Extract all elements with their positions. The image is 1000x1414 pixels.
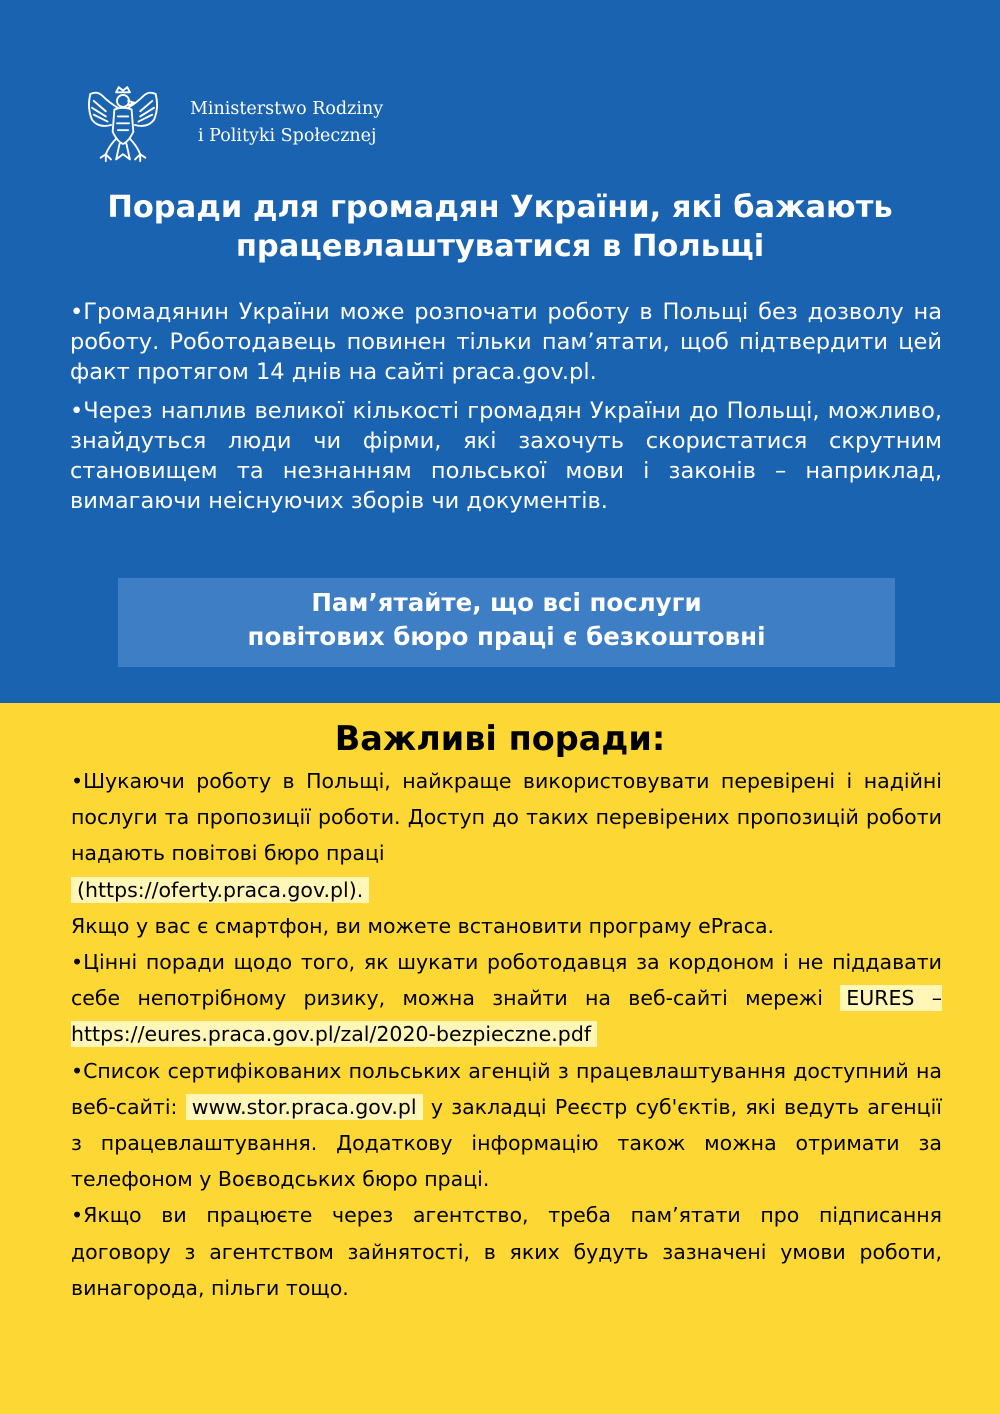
tips-list — [71, 763, 942, 1306]
praca-gov-link[interactable]: praca.gov.pl — [451, 359, 590, 385]
page-title — [40, 188, 960, 266]
intro-paragraph-2: •Через наплив великої кількості громадян України до Польщі, можливо, знайдуться люди чи фірми, які захочуть скористатися скрутним становищем та незнанням польської мови і законів – наприклад, вимагаючи неіснуючих зборів чи документів. — [70, 398, 942, 514]
tip-2-text: •Цінні поради щодо того, як шукати роботодавця за кордоном і не піддавати себе непотрібному ризику, можна знайти на веб-сайті мережі — [71, 950, 942, 1011]
blue-section — [0, 0, 1000, 703]
callout-box — [118, 578, 895, 667]
tip-3-after: у закладці Реєстр суб'єктів, які ведуть агенції з працевлаштування. Додаткову інформацію також можна отримати за телефоном у Воєводських бюро праці. — [71, 1094, 942, 1192]
callout-line-2: повітових бюро праці є безкоштовні — [247, 622, 766, 651]
tip-1-link-line — [71, 872, 942, 908]
tip-1 — [71, 763, 942, 872]
eures-link[interactable]: EURES – https://eures.praca.gov.pl/zal/2020-bezpieczne.pdf — [71, 986, 943, 1047]
epraca-app-name: ePraca — [698, 913, 768, 938]
tip-1-app-line — [71, 908, 942, 944]
callout-line-1: Пам’ятайте, що всі послуги — [311, 588, 702, 617]
ministry-line-2: i Polityki Społecznej — [198, 126, 377, 146]
stor-link[interactable]: www.stor.praca.gov.pl — [186, 1094, 423, 1120]
tip-1-text: •Шукаючи роботу в Польщі, найкраще використовувати перевірені і надійні послуги та пропозиції роботи. Доступ до таких перевірених пропозицій роботи надають повітові бюро праці — [71, 769, 942, 866]
ministry-line-1: Ministerstwo Rodziny — [190, 99, 384, 119]
title-line-1: Поради для громадян України, які бажають — [107, 190, 893, 225]
title-line-2: працевлаштуватися в Польщі — [235, 229, 765, 264]
tips-heading: Важливі поради: — [334, 719, 666, 758]
tip-1-app-end: . — [767, 913, 775, 938]
ministry-name — [190, 96, 383, 150]
intro-paragraph-1 — [70, 297, 942, 387]
tip-3-text: •Список сертифікованих польських агенцій з працевлаштування доступний на веб-сайті: — [71, 1058, 942, 1119]
intro-text — [70, 297, 942, 525]
tip-1-app-text: Якщо у вас є смартфон, ви можете встановити програму — [71, 913, 699, 938]
oferty-link[interactable]: (https://oferty.praca.gov.pl). — [71, 877, 369, 903]
intro-paragraph-1-end: . — [589, 359, 597, 385]
polish-eagle-icon — [80, 82, 166, 168]
tip-2 — [71, 944, 942, 1053]
intro-paragraph-1-text: •Громадянин України може розпочати роботу в Польщі без дозволу на роботу. Роботодавець повинен тільки пам’ятати, щоб підтвердити цей факт протягом 14 днів на сайті — [70, 299, 942, 385]
tip-3 — [71, 1053, 942, 1198]
tip-4: •Якщо ви працюєте через агентство, треба пам’ятати про підписання договору з агентством зайнятості, в яких будуть зазначені умови роботи, винагорода, пільги тощо. — [71, 1203, 942, 1300]
callout-text — [118, 586, 895, 654]
